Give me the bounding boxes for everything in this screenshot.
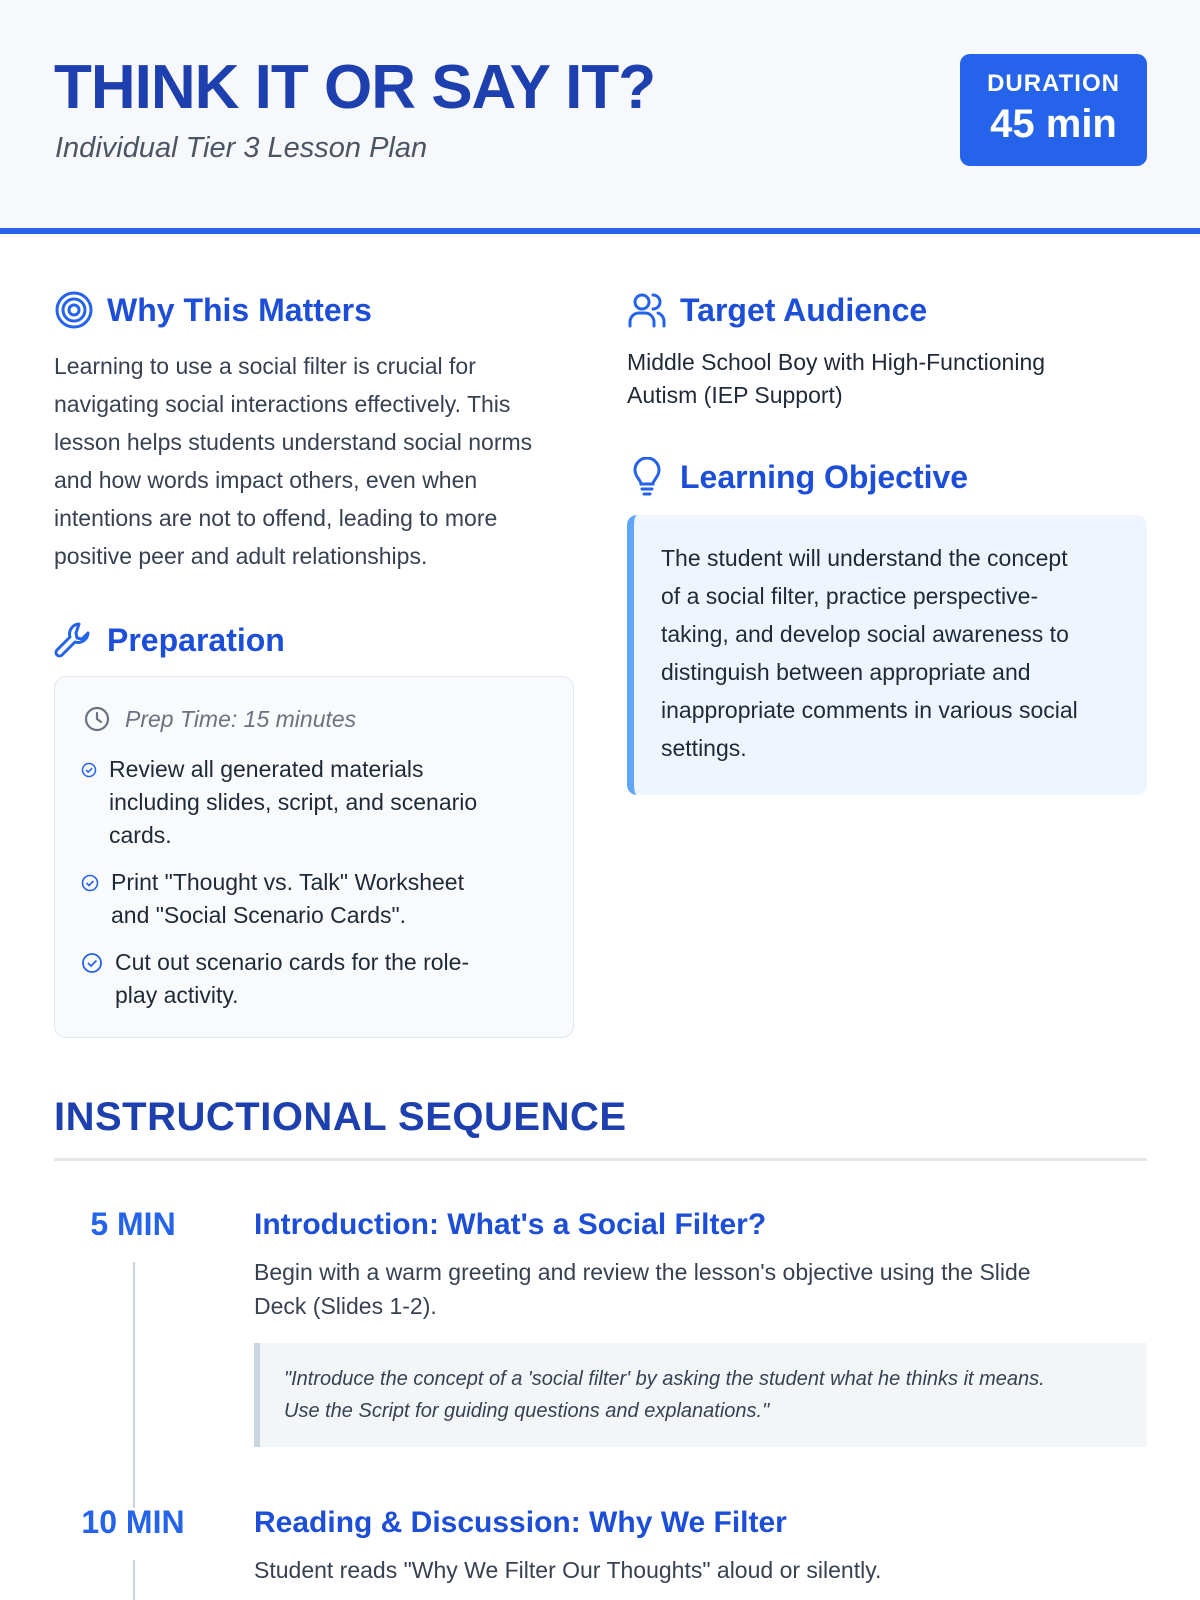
audience-line: Autism (IEP Support): [627, 382, 843, 408]
prep-item-line: Review all generated materials: [109, 756, 424, 782]
objective-box: [627, 515, 1147, 795]
objective-line: settings.: [661, 735, 747, 761]
preparation-box: [54, 676, 574, 1038]
quote-line: Use the Script for guiding questions and explanations.": [284, 1400, 770, 1422]
step-title: Introduction: What's a Social Filter?: [254, 1208, 767, 1241]
why-line: positive peer and adult relationships.: [54, 543, 428, 569]
prep-time: [83, 705, 356, 733]
page-subtitle: Individual Tier 3 Lesson Plan: [55, 132, 428, 164]
objective-line: distinguish between appropriate and: [661, 659, 1031, 685]
duration-badge: [960, 54, 1147, 166]
why-line: lesson helps students understand social norms: [54, 429, 533, 455]
objective-line: The student will understand the concept: [661, 545, 1068, 571]
audience-header: [627, 290, 927, 330]
step-description: [254, 1553, 1134, 1587]
check-circle-icon: [81, 952, 103, 974]
audience-text: [627, 346, 1147, 412]
target-icon: [54, 290, 94, 330]
why-line: and how words impact others, even when: [54, 467, 478, 493]
objective-line: inappropriate comments in various social: [661, 697, 1078, 723]
prep-time-text: Prep Time: 15 minutes: [125, 705, 357, 732]
sequence-divider: [54, 1158, 1147, 1161]
objective-header: [627, 457, 968, 497]
objective-line: of a social filter, practice perspective-: [661, 583, 1039, 609]
check-circle-icon: [81, 762, 97, 778]
why-line: Learning to use a social filter is crucial for: [54, 353, 476, 379]
page-title: THINK IT OR SAY IT?: [54, 53, 656, 122]
prep-item: [81, 753, 477, 852]
script-quote: [254, 1343, 1147, 1447]
prep-item-line: and "Social Scenario Cards".: [111, 902, 407, 928]
preparation-title: Preparation: [107, 621, 285, 658]
header: [0, 0, 1200, 234]
why-line: intentions are not to offend, leading to more: [54, 505, 498, 531]
timeline-line: [133, 1560, 135, 1600]
step-description-line: Begin with a warm greeting and review the lesson's objective using the Slide: [254, 1259, 1031, 1285]
duration-value: 45 min: [990, 102, 1117, 146]
prep-item-line: Print "Thought vs. Talk" Worksheet: [111, 869, 464, 895]
prep-item-line: cards.: [109, 822, 172, 848]
users-icon: [627, 290, 667, 330]
objective-title: Learning Objective: [680, 458, 969, 495]
audience-title: Target Audience: [680, 291, 928, 328]
why-title: Why This Matters: [107, 291, 372, 328]
prep-item: [81, 946, 469, 1012]
prep-item-line: Cut out scenario cards for the role-: [115, 949, 470, 975]
step-description-line: Student reads "Why We Filter Our Thoughts" aloud or silently.: [254, 1557, 882, 1583]
prep-item-line: including slides, script, and scenario: [109, 789, 478, 815]
prep-item-text: [111, 866, 464, 932]
preparation-header: [54, 620, 285, 660]
check-circle-icon: [81, 874, 99, 892]
wrench-icon: [54, 620, 94, 660]
step-title: Reading & Discussion: Why We Filter: [254, 1506, 787, 1539]
prep-item-text: [109, 753, 477, 852]
step-description: [254, 1255, 1134, 1323]
duration-label: DURATION: [987, 70, 1120, 97]
why-header: [54, 290, 372, 330]
step-description-line: Deck (Slides 1-2).: [254, 1293, 437, 1319]
why-line: navigating social interactions effectively. This: [54, 391, 511, 417]
quote-text: [284, 1363, 1124, 1427]
timeline-line: [133, 1262, 135, 1508]
step-time: 5 MIN: [90, 1206, 176, 1242]
sequence-title: INSTRUCTIONAL SEQUENCE: [54, 1095, 627, 1139]
quote-line: "Introduce the concept of a 'social filter' by asking the student what he thinks it means.: [284, 1368, 1045, 1390]
step-time: 10 MIN: [81, 1504, 185, 1540]
prep-item: [81, 866, 464, 932]
lightbulb-icon: [627, 457, 667, 497]
clock-icon: [83, 705, 111, 733]
why-text: [54, 347, 594, 575]
prep-item-line: play activity.: [115, 982, 239, 1008]
objective-line: taking, and develop social awareness to: [661, 621, 1069, 647]
prep-item-text: [115, 946, 469, 1012]
audience-line: Middle School Boy with High-Functioning: [627, 349, 1046, 375]
objective-text: [661, 539, 1121, 767]
